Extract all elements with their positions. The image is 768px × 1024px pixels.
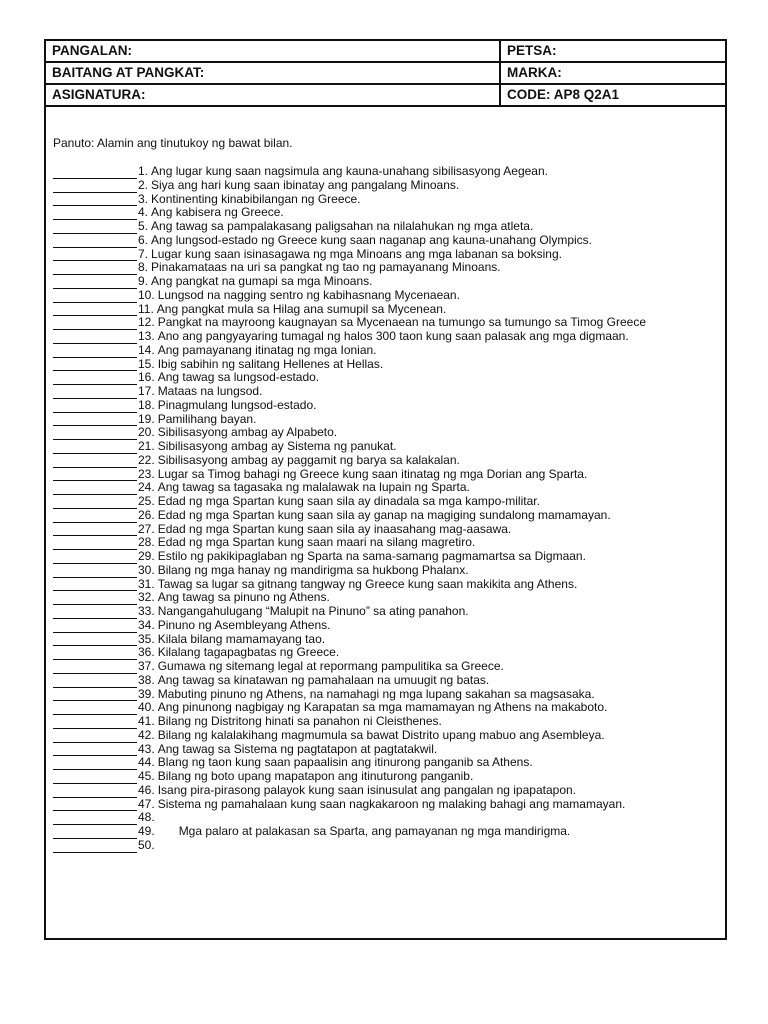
question-text: Ang tawag sa pampalakasang paligsahan na nilalahukan ng mga atleta.	[151, 219, 534, 233]
answer-blank[interactable]	[53, 387, 137, 399]
question-item	[53, 825, 725, 839]
question-number: 43.	[138, 741, 155, 756]
question-number: 49.	[138, 824, 155, 838]
question-number: 25.	[138, 494, 155, 508]
question-number: 3.	[138, 191, 149, 206]
question-number: 13.	[138, 329, 155, 343]
question-text: Pinagmulang lungsod-estado.	[157, 397, 317, 412]
question-text: Lungsod na nagging sentro ng kabihasnang Mycenaean.	[157, 287, 460, 302]
question-number: 7.	[138, 246, 149, 261]
question-item	[53, 426, 725, 440]
question-text: Edad ng mga Spartan kung saan sila ay inaasahang mag-aasawa.	[157, 521, 512, 536]
question-item	[53, 619, 725, 633]
question-text: Sibilisasyong ambag ay Sistema ng panukat.	[157, 439, 397, 453]
question-number: 28.	[138, 535, 155, 550]
question-number: 11.	[138, 301, 154, 316]
question-item	[53, 784, 725, 798]
question-item	[53, 371, 725, 385]
question-number: 22.	[138, 452, 155, 467]
question-text: Ang lugar kung saan nagsimula ang kauna-unahang sibilisasyong Aegean.	[151, 164, 548, 178]
question-item	[53, 358, 725, 372]
question-text: Siya ang hari kung saan ibinatay ang pangalang Minoans.	[151, 177, 460, 192]
question-number: 32.	[138, 590, 155, 605]
answer-blank[interactable]	[53, 648, 137, 660]
question-list	[53, 165, 725, 853]
answer-blank[interactable]	[53, 579, 137, 591]
question-number: 2.	[138, 177, 149, 192]
question-number: 19.	[138, 411, 155, 426]
answer-blank[interactable]	[53, 799, 137, 811]
answer-blank[interactable]	[53, 428, 137, 440]
question-text: Sibilisasyong ambag ay paggamit ng barya sa kalakalan.	[157, 452, 460, 467]
answer-blank[interactable]	[53, 167, 137, 179]
question-item	[53, 605, 725, 619]
question-text: Ang tawag sa Sistema ng pagtatapon at pagtatakwil.	[157, 741, 438, 756]
question-text: Ang tawag sa pinuno ng Athens.	[157, 590, 330, 605]
answer-blank[interactable]	[53, 442, 137, 454]
question-number: 12.	[138, 315, 155, 330]
answer-blank[interactable]	[53, 538, 137, 550]
question-number: 10.	[138, 287, 155, 302]
question-item	[53, 633, 725, 647]
answer-blank[interactable]	[53, 772, 137, 784]
question-item	[53, 440, 725, 454]
question-text: Pinakamataas na uri sa pangkat ng tao ng pamayanang Minoans.	[151, 260, 501, 275]
worksheet	[44, 39, 727, 940]
answer-blank[interactable]	[53, 703, 137, 715]
answer-blank[interactable]	[53, 359, 137, 371]
answer-blank[interactable]	[53, 634, 137, 646]
question-item	[53, 646, 725, 660]
answer-blank[interactable]	[53, 277, 137, 289]
question-text: Gumawa ng sitemang legal at repormang pampulitika sa Greece.	[157, 659, 504, 673]
answer-blank[interactable]	[53, 373, 137, 385]
question-item	[53, 316, 725, 330]
answer-blank[interactable]	[53, 291, 137, 303]
answer-blank[interactable]	[53, 497, 137, 509]
header-row	[46, 85, 725, 107]
answer-blank[interactable]	[53, 607, 137, 619]
question-number: 16.	[138, 370, 155, 385]
question-text: Edad ng mga Spartan kung saan sila ay ganap na magiging sundalong mamamayan.	[157, 507, 611, 522]
question-number: 8.	[138, 260, 149, 275]
answer-blank[interactable]	[53, 346, 137, 358]
question-number: 41.	[138, 714, 155, 728]
question-item	[53, 165, 725, 179]
question-text: Bilang ng mga hanay ng mandirigma sa hukbong Phalanx.	[157, 562, 469, 577]
question-text: Ang tawag sa lungsod-estado.	[157, 370, 320, 385]
question-item	[53, 798, 725, 812]
question-text: Bilang ng boto upang mapatapon ang itinuturong panganib.	[157, 769, 474, 783]
question-item	[53, 523, 725, 537]
answer-blank[interactable]	[53, 194, 137, 206]
answer-blank[interactable]	[53, 332, 137, 344]
grade-section-label: BAITANG AT PANGKAT:	[46, 63, 501, 83]
question-text: Kilalang tagapagbatas ng Greece.	[157, 645, 340, 660]
question-text: Sistema ng pamahalaan kung saan nagkakaroon ng malaking bahagi ang mamamayan.	[157, 796, 626, 811]
answer-blank[interactable]	[53, 222, 137, 234]
question-text: Edad ng mga Spartan kung saan maari na silang magretiro.	[157, 535, 476, 550]
question-number: 42.	[138, 727, 155, 742]
answer-blank[interactable]	[53, 483, 137, 495]
question-text: Mataas na lungsod.	[157, 384, 263, 398]
question-number: 46.	[138, 782, 155, 797]
question-item	[53, 509, 725, 523]
instructions: Panuto: Alamin ang tinutukoy ng bawat bilan.	[53, 136, 293, 150]
question-text: Bilang ng kalalakihang magmumula sa bawat Distrito upang mabuo ang Asembleya.	[157, 727, 605, 742]
answer-blank[interactable]	[53, 456, 137, 468]
answer-blank[interactable]	[53, 827, 137, 839]
header-row	[46, 63, 725, 85]
question-number: 27.	[138, 521, 155, 536]
answer-blank[interactable]	[53, 662, 137, 674]
question-item	[53, 564, 725, 578]
question-item	[53, 770, 725, 784]
question-number: 44.	[138, 755, 155, 770]
question-item	[53, 756, 725, 770]
question-number: 37.	[138, 659, 155, 673]
question-item	[53, 743, 725, 757]
question-number: 5.	[138, 219, 149, 233]
question-item	[53, 591, 725, 605]
question-text: Kontinenting kinabibilangan ng Greece.	[151, 191, 361, 206]
question-number: 17.	[138, 384, 155, 398]
question-number: 14.	[138, 342, 155, 357]
answer-blank[interactable]	[53, 304, 137, 316]
question-number: 34.	[138, 617, 155, 632]
question-item	[53, 220, 725, 234]
question-number: 50.	[138, 837, 155, 852]
question-item	[53, 454, 725, 468]
question-text: Ang lungsod-estado ng Greece kung saan naganap ang kauna-unahang Olympics.	[151, 232, 592, 247]
question-item	[53, 385, 725, 399]
question-item	[53, 179, 725, 193]
question-text: Mabuting pinuno ng Athens, na namahagi ng mga lupang sakahan sa magsasaka.	[157, 686, 595, 701]
question-text: Kilala bilang mamamayang tao.	[157, 631, 326, 646]
question-item	[53, 495, 725, 509]
answer-blank[interactable]	[53, 744, 137, 756]
question-text: Blang ng taon kung saan papaalisin ang itinurong panganib sa Athens.	[157, 755, 533, 770]
answer-blank[interactable]	[53, 511, 137, 523]
question-item	[53, 330, 725, 344]
question-number: 23.	[138, 466, 155, 481]
question-text: Ang kabisera ng Greece.	[151, 205, 284, 220]
question-number: 33.	[138, 604, 155, 618]
question-text: Ang pangkat na gumapi sa mga Minoans.	[151, 274, 373, 288]
question-item	[53, 399, 725, 413]
answer-blank[interactable]	[53, 552, 137, 564]
answer-blank[interactable]	[53, 236, 137, 248]
question-text: Mga palaro at palakasan sa Sparta, ang pamayanan ng mga mandirigma.	[178, 824, 571, 838]
question-item	[53, 715, 725, 729]
question-item	[53, 206, 725, 220]
answer-blank[interactable]	[53, 717, 137, 729]
answer-blank[interactable]	[53, 841, 137, 853]
answer-blank[interactable]	[53, 786, 137, 798]
question-item	[53, 481, 725, 495]
code-label: CODE: AP8 Q2A1	[507, 87, 620, 102]
question-item	[53, 413, 725, 427]
question-text: Sibilisasyong ambag ay Alpabeto.	[157, 425, 338, 440]
question-text: Ang tawag sa kinatawan ng pamahalaan na umuugit ng batas.	[157, 672, 490, 687]
question-item	[53, 701, 725, 715]
question-text: Nangangahulugang “Malupit na Pinuno” sa ating panahon.	[157, 604, 469, 618]
question-text: Ibig sabihin ng salitang Hellenes at Hellas.	[157, 356, 384, 371]
question-text: Ang tawag sa tagasaka ng malalawak na lupain ng Sparta.	[157, 480, 470, 495]
answer-blank[interactable]	[53, 689, 137, 701]
question-number: 26.	[138, 507, 155, 522]
question-number: 38.	[138, 672, 155, 687]
answer-blank[interactable]	[53, 621, 137, 633]
question-number: 40.	[138, 700, 155, 715]
answer-blank[interactable]	[53, 208, 137, 220]
question-item	[53, 578, 725, 592]
question-item	[53, 536, 725, 550]
answer-blank[interactable]	[53, 676, 137, 688]
question-item	[53, 729, 725, 743]
question-text: Bilang ng Distritong hinati sa panahon ni Cleisthenes.	[157, 714, 442, 728]
question-number: 48.	[138, 810, 155, 825]
question-number: 39.	[138, 686, 155, 701]
header-row	[46, 41, 725, 63]
question-number: 15.	[138, 356, 155, 371]
question-text: Ano ang pangyayaring tumagal ng halos 300 taon kung saan palasak ang mga digmaan.	[157, 329, 629, 343]
subject-label: ASIGNATURA:	[46, 85, 501, 105]
question-item	[53, 839, 725, 853]
question-number: 18.	[138, 397, 155, 412]
answer-blank[interactable]	[53, 566, 137, 578]
question-number: 6.	[138, 232, 149, 247]
answer-blank[interactable]	[53, 263, 137, 275]
name-label: PANGALAN:	[46, 41, 501, 61]
answer-blank[interactable]	[53, 181, 137, 193]
answer-blank[interactable]	[53, 593, 137, 605]
question-item	[53, 344, 725, 358]
question-text: Ang pamayanang itinatag ng mga Ionian.	[157, 342, 377, 357]
question-item	[53, 550, 725, 564]
question-number: 1.	[138, 164, 149, 178]
question-text: Pinuno ng Asembleyang Athens.	[157, 617, 331, 632]
header-table	[46, 41, 725, 107]
question-text: Lugar sa Timog bahagi ng Greece kung saan itinatag ng mga Dorian ang Sparta.	[157, 466, 588, 481]
question-text: Edad ng mga Spartan kung saan sila ay dinadala sa mga kampo-militar.	[157, 494, 540, 508]
question-number: 4.	[138, 205, 149, 220]
question-text: Lugar kung saan isinasagawa ng mga Minoans ang mga labanan sa boksing.	[151, 246, 562, 261]
question-number: 24.	[138, 480, 155, 495]
question-number: 29.	[138, 549, 155, 563]
answer-blank[interactable]	[53, 414, 137, 426]
question-number: 21.	[138, 439, 155, 453]
question-number: 45.	[138, 769, 155, 783]
answer-blank[interactable]	[53, 318, 137, 330]
question-item	[53, 261, 725, 275]
question-item	[53, 660, 725, 674]
question-item	[53, 289, 725, 303]
question-item	[53, 468, 725, 482]
question-item	[53, 234, 725, 248]
date-label: PETSA:	[507, 43, 557, 58]
answer-blank[interactable]	[53, 469, 137, 481]
question-number: 35.	[138, 631, 155, 646]
answer-blank[interactable]	[53, 524, 137, 536]
answer-blank[interactable]	[53, 813, 137, 825]
question-item	[53, 248, 725, 262]
question-number: 30.	[138, 562, 155, 577]
question-text: Estilo ng pakikipaglaban ng Sparta na sama-samang pagmamartsa sa Digmaan.	[157, 549, 586, 563]
question-number: 9.	[138, 274, 149, 288]
question-text: Pamilihang bayan.	[157, 411, 257, 426]
answer-blank[interactable]	[53, 249, 137, 261]
question-text: Ang pinunong nagbigay ng Karapatan sa mga mamamayan ng Athens na makaboto.	[157, 700, 608, 715]
question-item	[53, 811, 725, 825]
answer-blank[interactable]	[53, 731, 137, 743]
question-text: Pangkat na mayroong kaugnayan sa Mycenaean na tumungo sa tumungo sa Timog Greece	[157, 315, 646, 330]
question-item	[53, 275, 725, 289]
question-number: 20.	[138, 425, 155, 440]
question-number: 31.	[138, 576, 155, 591]
question-number: 36.	[138, 645, 155, 660]
question-item	[53, 193, 725, 207]
question-text: Tawag sa lugar sa gitnang tangway ng Greece kung saan makikita ang Athens.	[157, 576, 578, 591]
answer-blank[interactable]	[53, 758, 137, 770]
question-item	[53, 303, 725, 317]
answer-blank[interactable]	[53, 401, 137, 413]
question-number: 47.	[138, 796, 155, 811]
question-item	[53, 674, 725, 688]
score-label: MARKA:	[507, 65, 562, 80]
question-text: Ang pangkat mula sa Hilag ana sumupil sa Mycenean.	[156, 301, 447, 316]
question-item	[53, 688, 725, 702]
question-text: Isang pira-pirasong palayok kung saan isinusulat ang pangalan ng ipapatapon.	[157, 782, 576, 797]
